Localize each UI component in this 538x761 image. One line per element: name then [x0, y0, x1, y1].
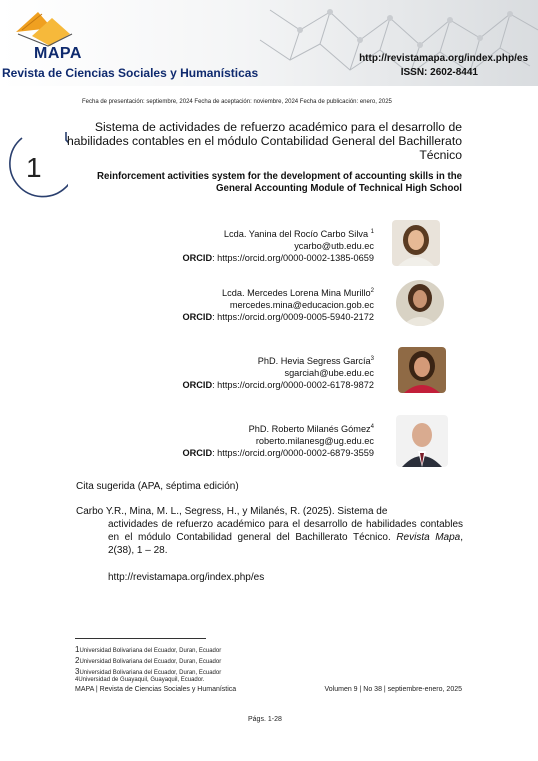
author-name: PhD. Roberto Milanés Gómez: [248, 424, 371, 435]
footer-journal: MAPA | Revista de Ciencias Sociales y Humanística: [75, 686, 237, 693]
citation-heading: Cita sugerida (APA, séptima edición): [76, 481, 239, 492]
orcid-link[interactable]: : https://orcid.org/0009-0005-5940-2172: [212, 312, 374, 323]
footnote-number: 2: [75, 656, 80, 665]
citation-url[interactable]: http://revistamapa.org/index.php/es: [108, 572, 265, 583]
orcid-link[interactable]: : https://orcid.org/0000-0002-1385-0659: [212, 253, 374, 264]
orcid-label: ORCID: [182, 448, 213, 459]
footer-volume: Volumen 9 | No 38 | septiembre-enero, 2025: [324, 686, 462, 693]
author-block-3: [54, 353, 374, 391]
citation-volume: , 2(38), 1 – 28.: [108, 532, 464, 556]
footnote-1: [75, 645, 221, 654]
citation-journal: Revista Mapa: [396, 532, 461, 543]
author-email[interactable]: mercedes.mina@educacion.gob.ec: [229, 300, 374, 311]
author-photo-4: [396, 415, 448, 467]
footnote-number: 3: [75, 667, 80, 676]
footnote-4: [75, 677, 204, 683]
author-name: Lcda. Mercedes Lorena Mina Murillo: [222, 288, 371, 299]
footnote-text: Universidad Bolivariana del Ecuador, Duran, Ecuador: [79, 670, 222, 676]
journal-header-banner: [0, 0, 538, 86]
footnote-separator: [75, 638, 206, 639]
footnote-text: Universidad de Guayaquil, Guayaquil, Ecuador.: [78, 677, 205, 683]
citation-text: [76, 505, 463, 557]
author-email[interactable]: roberto.milanesg@ug.edu.ec: [255, 436, 374, 447]
footnote-number: 1: [75, 645, 80, 654]
journal-brand: MAPA: [34, 45, 82, 62]
footnote-number: 4: [75, 677, 79, 683]
orcid-label: ORCID: [182, 380, 213, 391]
journal-subtitle: Revista de Ciencias Sociales y Humanísticas: [2, 66, 259, 80]
author-block-1: [54, 226, 374, 264]
orcid-label: ORCID: [182, 312, 213, 323]
author-name: PhD. Hevia Segress García: [257, 356, 371, 367]
orcid-link[interactable]: : https://orcid.org/0000-0002-6178-9872: [212, 380, 374, 391]
author-affiliation-mark: 4: [370, 424, 374, 430]
citation-line-1: Carbo Y.R., Mina, M. L., Segress, H., y Milanés, R. (2025). Sistema de: [76, 506, 388, 517]
author-photo-1: [392, 220, 440, 266]
author-affiliation-mark: 2: [370, 288, 374, 294]
author-email[interactable]: ycarbo@utb.edu.ec: [294, 241, 374, 252]
submission-dates: Fecha de presentación: septiembre, 2024 Fecha de aceptación: noviembre, 2024 Fecha de publicación: enero, 2025: [82, 99, 392, 105]
footnote-text: Universidad Bolivariana del Ecuador, Duran, Ecuador: [79, 648, 222, 654]
article-title-en: Reinforcement activities system for the development of accounting skills in the General Accounting Module of Technical High School: [97, 171, 462, 194]
author-block-2: [54, 285, 374, 323]
article-title-es: Sistema de actividades de refuerzo académico para el desarrollo de habilidades contables en el módulo Contabilidad General del Bachillerato Técnico: [67, 120, 462, 162]
author-affiliation-mark: 1: [370, 229, 374, 235]
page-range: Págs. 1-28: [248, 716, 282, 723]
author-affiliation-mark: 3: [370, 356, 374, 362]
article-number: 1: [26, 152, 42, 183]
author-photo-3: [398, 347, 446, 393]
author-photo-2: [396, 280, 444, 326]
footnote-3: [75, 667, 221, 676]
orcid-link[interactable]: : https://orcid.org/0000-0002-6879-3559: [212, 448, 374, 459]
author-email[interactable]: sgarciah@ube.edu.ec: [284, 368, 374, 379]
citation-continuation: [76, 518, 463, 557]
open-book-logo-icon: [12, 6, 82, 48]
journal-issn: ISSN: 2602-8441: [400, 67, 478, 78]
citation-body: actividades de refuerzo académico para el desarrollo de habilidades contables en el módulo Contabilidad general del Bachillerato Técnico.: [108, 519, 463, 543]
footnote-text: Universidad Bolivariana del Ecuador, Duran, Ecuador: [79, 659, 222, 665]
author-block-4: [54, 421, 374, 459]
orcid-label: ORCID: [182, 253, 213, 264]
footnote-2: [75, 656, 221, 665]
author-name: Lcda. Yanina del Rocío Carbo Silva: [223, 229, 369, 240]
journal-url[interactable]: http://revistamapa.org/index.php/es: [359, 53, 528, 64]
